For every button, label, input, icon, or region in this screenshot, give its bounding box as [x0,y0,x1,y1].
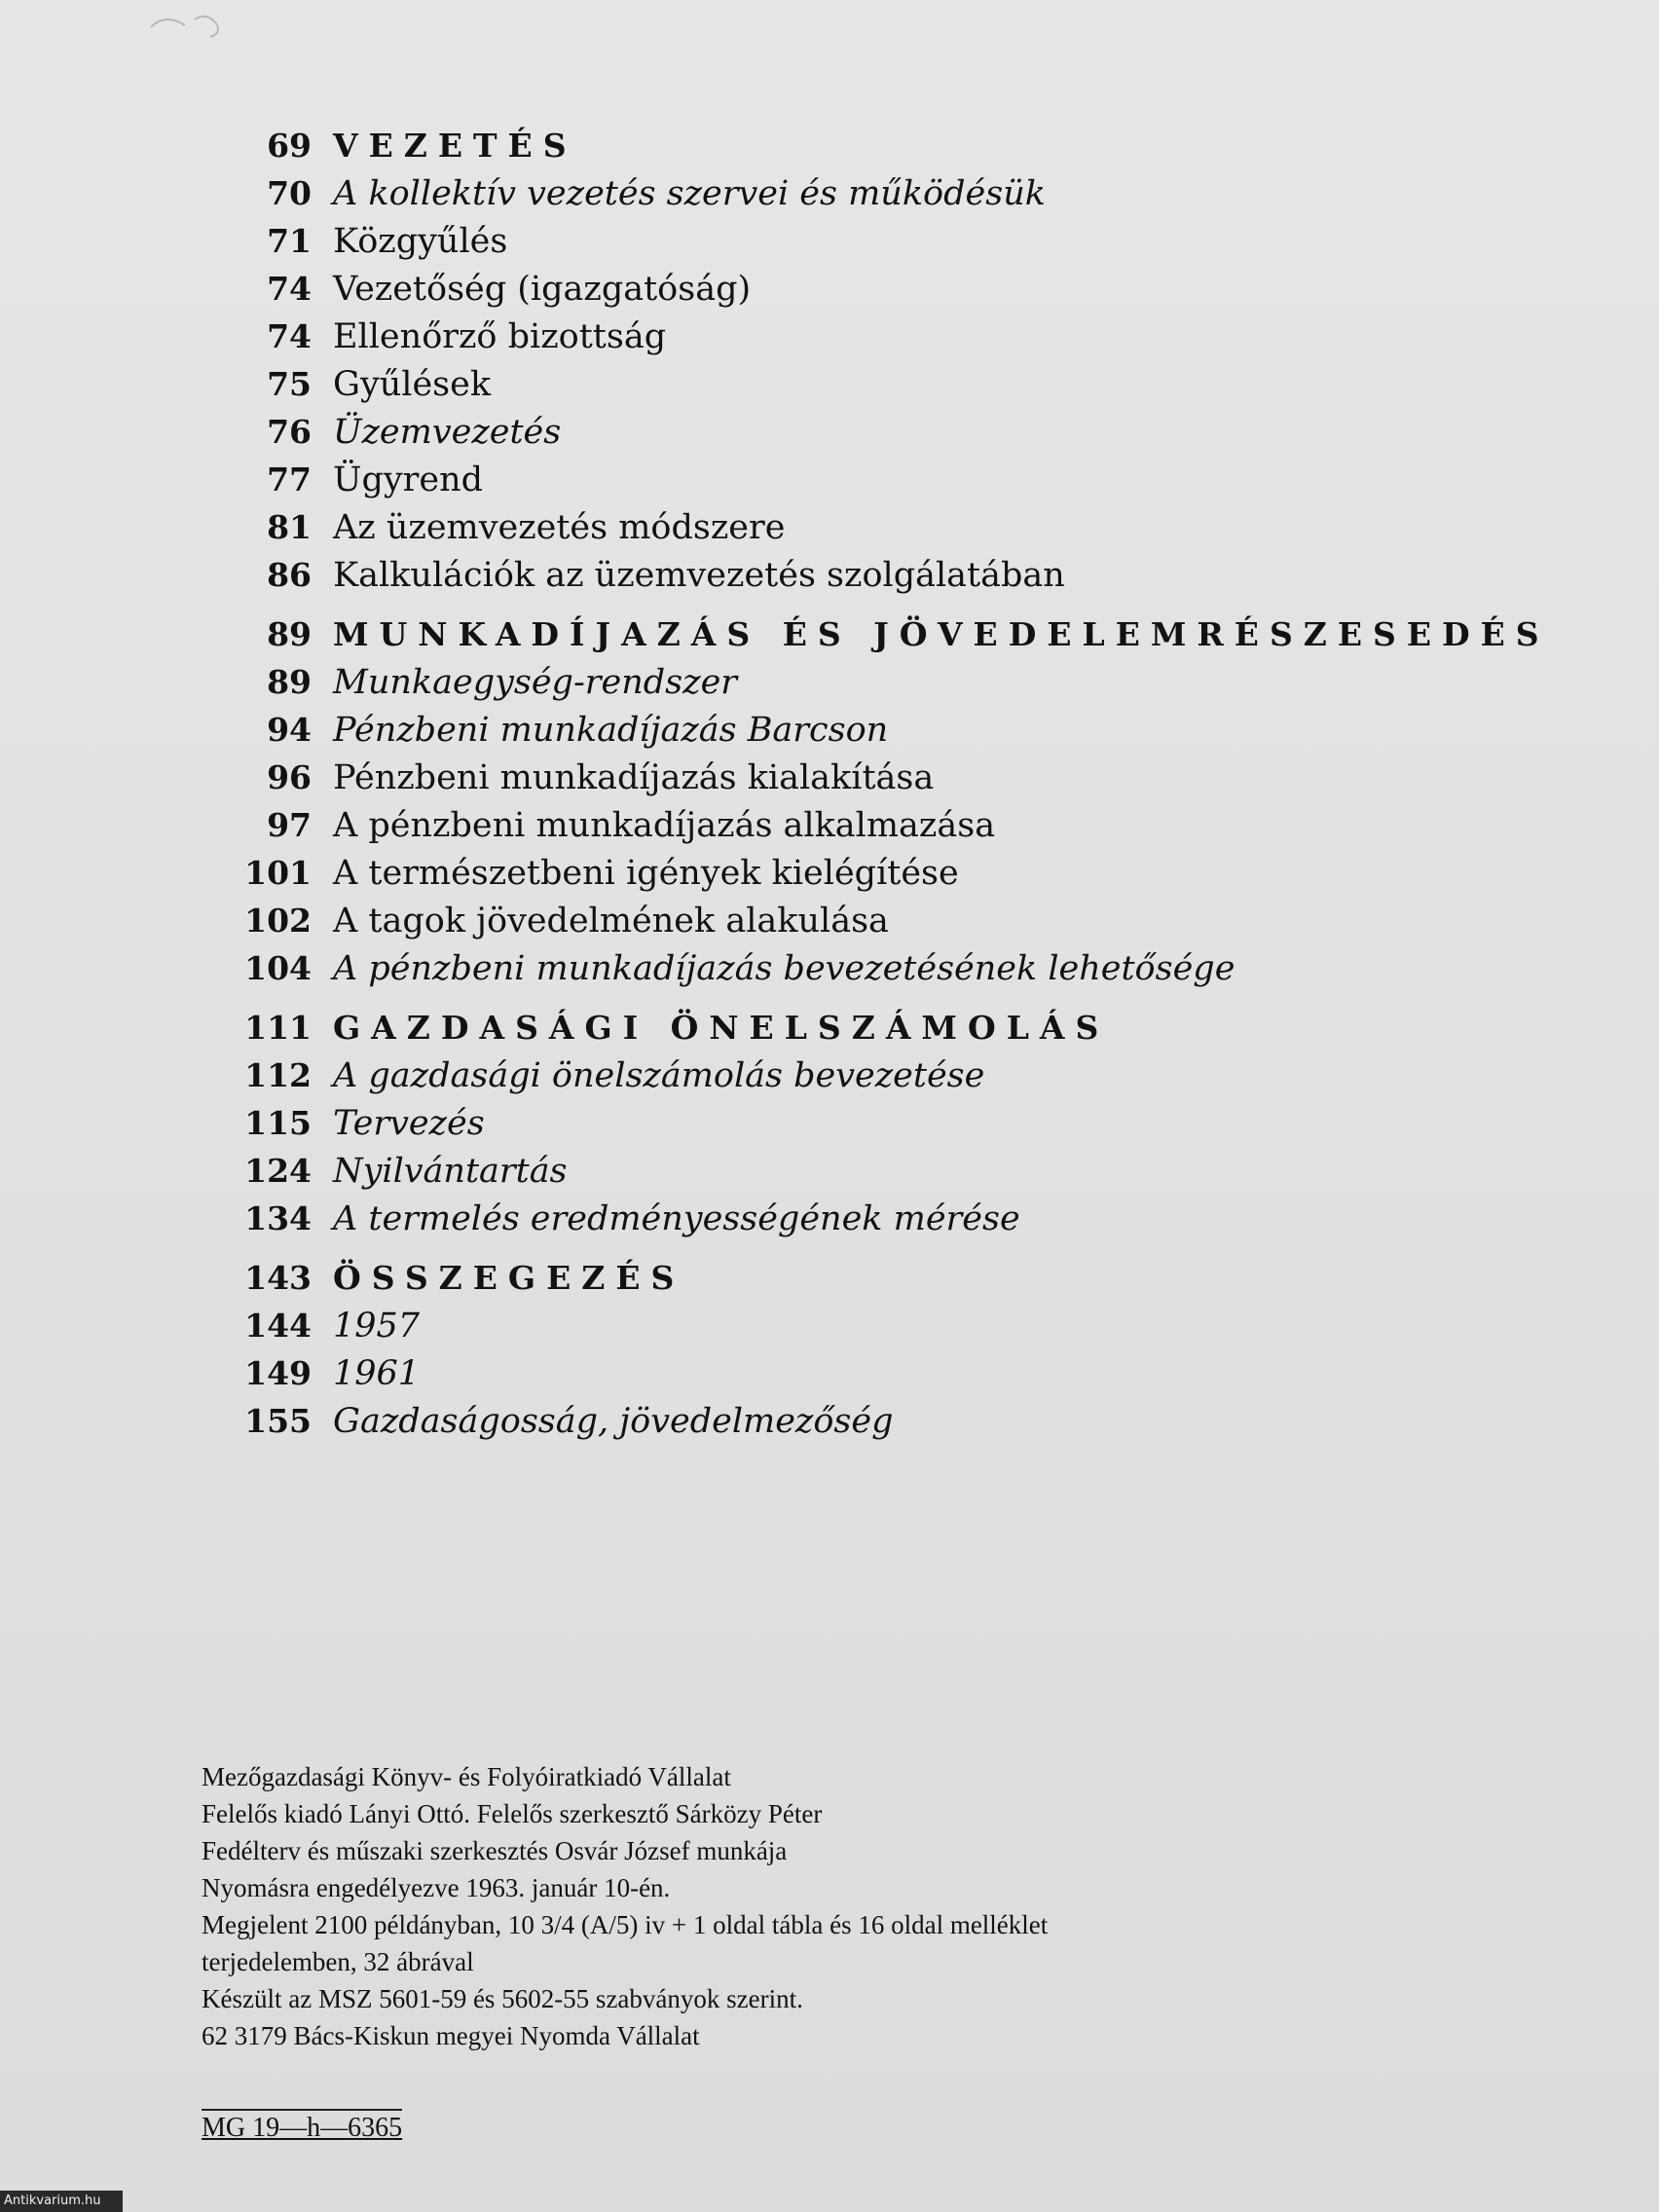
toc-entry-row [195,806,1558,854]
toc-section-row [195,1259,1558,1307]
toc-entry-row [195,1199,1558,1247]
toc-page-number: 124 [244,1152,312,1190]
pencil-mark-icon [146,8,234,47]
toc-page-number: 77 [267,461,312,498]
toc-entry-row [195,1056,1558,1104]
imprint [202,1758,1467,2054]
toc-entry-title: Ügyrend [333,461,484,499]
toc-page-number: 134 [244,1199,312,1237]
toc-entry-title: A termelés eredményességének mérése [333,1199,1020,1238]
toc-entry-title: Nyilvántartás [333,1152,568,1191]
toc-entry-row [195,1307,1558,1354]
toc-page-number: 94 [267,711,312,749]
toc-section-row [195,127,1558,174]
toc-section-title: GAZDASÁGI ÖNELSZÁMOLÁS [333,1009,1110,1047]
imprint-line: Felelős kiadó Lányi Ottó. Felelős szerkesztő Sárközy Péter [202,1799,823,1828]
toc-entry-row [195,508,1558,556]
toc-page-number: 89 [267,663,312,701]
toc-entry-title: Az üzemvezetés módszere [333,508,786,547]
toc-page-number: 71 [267,222,312,260]
imprint-line: Mezőgazdasági Könyv- és Folyóiratkiadó Vállalat [202,1762,731,1791]
toc-entry-title: A természetbeni igények kielégítése [333,854,959,893]
toc-page-number: 102 [244,902,312,940]
toc-entry-row [195,1104,1558,1152]
toc-page-number: 112 [244,1056,312,1094]
toc-page-number: 74 [267,270,312,308]
toc-page-number: 144 [244,1307,312,1345]
toc-entry-row [195,174,1558,222]
toc-page-number: 96 [267,758,312,796]
toc-entry-title: Közgyűlés [333,222,508,261]
toc-section-title: MUNKADÍJAZÁS ÉS JÖVEDELEMRÉSZESEDÉS [333,615,1550,653]
toc-entry-row [195,1152,1558,1199]
imprint-line: Fedélterv és műszaki szerkesztés Osvár József munkája [202,1836,788,1865]
toc-entry-title: Pénzbeni munkadíjazás kialakítása [333,758,935,797]
imprint-line: Nyomásra engedélyezve 1963. január 10-én. [202,1873,671,1902]
toc-page-number: 89 [267,615,312,653]
toc-entry-title: Pénzbeni munkadíjazás Barcson [333,711,889,750]
watermark: Antikvarium.hu [0,2191,123,2212]
toc-entry-row [195,711,1558,758]
toc-entry-title: A pénzbeni munkadíjazás bevezetésének lehetősége [333,949,1235,988]
toc-entry-title: A gazdasági önelszámolás bevezetése [333,1056,985,1095]
toc-entry-title: Üzemvezetés [333,413,562,452]
toc-entry-title: A kollektív vezetés szervei és működésük [333,174,1046,213]
toc-entry-title: Munkaegység-rendszer [333,663,738,702]
table-of-contents [195,127,1558,1450]
toc-page-number: 86 [267,556,312,594]
toc-entry-row [195,854,1558,902]
imprint-line: Készült az MSZ 5601-59 és 5602-55 szabványok szerint. [202,1984,803,2013]
toc-page-number: 111 [244,1009,312,1047]
toc-section-title: VEZETÉS [333,127,577,165]
toc-entry-row [195,949,1558,997]
toc-entry-title: A tagok jövedelmének alakulása [333,902,889,940]
toc-entry-row [195,270,1558,317]
toc-entry-row [195,902,1558,949]
toc-page-number: 115 [244,1104,312,1142]
toc-page-number: 74 [267,317,312,355]
toc-entry-title: Vezetőség (igazgatóság) [333,270,752,309]
toc-page-number: 149 [244,1354,312,1392]
toc-entry-row [195,1354,1558,1402]
publication-code: MG 19—h—6365 [202,2109,402,2144]
toc-entry-row [195,461,1558,508]
toc-entry-row [195,222,1558,270]
toc-page-number: 155 [244,1402,312,1440]
toc-page-number: 104 [244,949,312,987]
toc-entry-row [195,758,1558,806]
toc-entry-row [195,556,1558,604]
toc-entry-title: 1957 [333,1307,421,1346]
imprint-line: terjedelemben, 32 ábrával [202,1947,474,1976]
toc-entry-title: Gazdaságosság, jövedelmezőség [333,1402,894,1441]
toc-section-row [195,615,1558,663]
toc-entry-title: Gyűlések [333,365,492,404]
toc-page-number: 143 [244,1259,312,1297]
toc-section-row [195,1009,1558,1056]
toc-entry-title: Kalkulációk az üzemvezetés szolgálatában [333,556,1065,595]
toc-entry-row [195,663,1558,711]
toc-entry-row [195,1402,1558,1450]
toc-section-title: ÖSSZEGEZÉS [333,1259,685,1297]
imprint-line: Megjelent 2100 példányban, 10 3/4 (A/5) iv + 1 oldal tábla és 16 oldal melléklet [202,1910,1049,1939]
toc-page-number: 101 [244,854,312,892]
toc-page-number: 97 [267,806,312,844]
toc-entry-title: A pénzbeni munkadíjazás alkalmazása [333,806,996,845]
toc-page-number: 81 [267,508,312,546]
toc-page-number: 69 [267,127,312,165]
toc-entry-row [195,365,1558,413]
imprint-line: 62 3179 Bács-Kiskun megyei Nyomda Vállalat [202,2021,700,2050]
toc-page-number: 76 [267,413,312,451]
toc-page-number: 70 [267,174,312,212]
toc-entry-title: Tervezés [333,1104,485,1143]
toc-page-number: 75 [267,365,312,403]
toc-entry-title: Ellenőrző bizottság [333,317,667,356]
toc-entry-row [195,413,1558,461]
toc-entry-row [195,317,1558,365]
toc-entry-title: 1961 [333,1354,421,1393]
